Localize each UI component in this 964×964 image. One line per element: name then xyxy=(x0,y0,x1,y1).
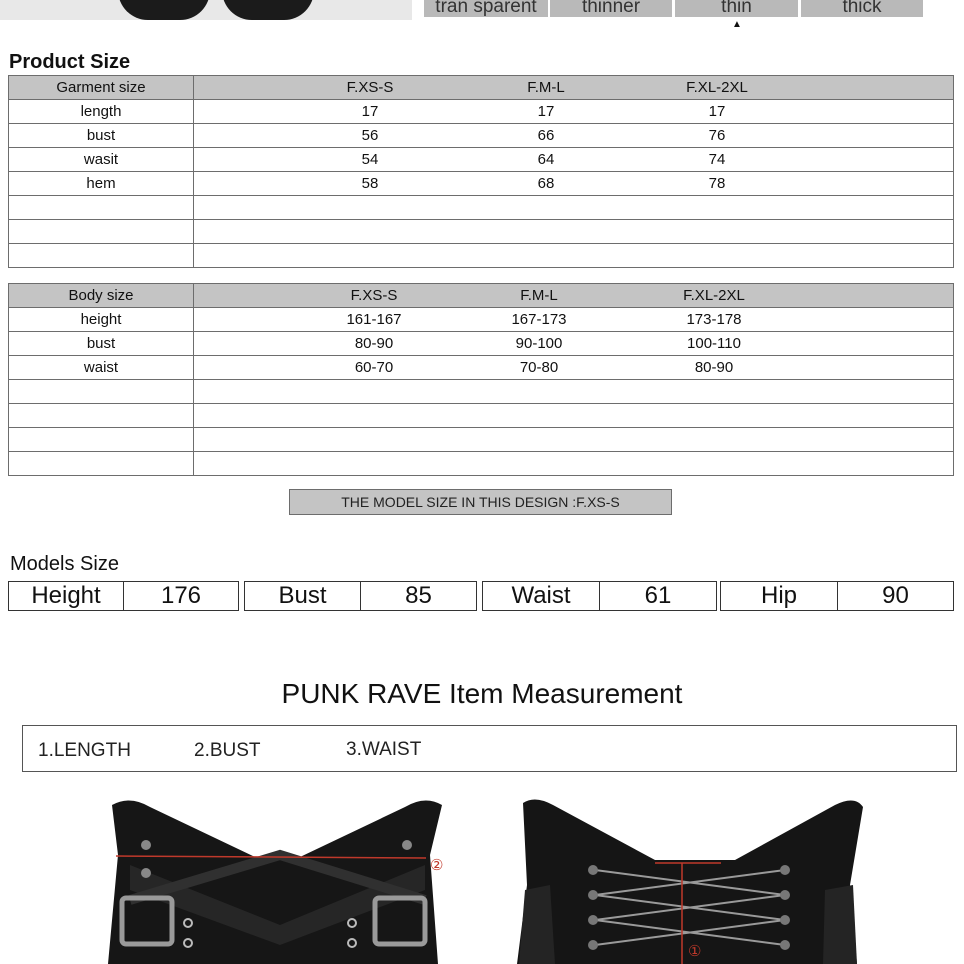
row-label: hem xyxy=(9,172,194,196)
empty-row xyxy=(9,428,954,452)
table-row xyxy=(9,332,954,356)
table-cell: 80-90 xyxy=(694,359,734,376)
table-cell: 68 xyxy=(537,175,555,192)
row-label: waist xyxy=(9,356,194,380)
table-cell: 54 xyxy=(361,151,379,168)
body-size-header: Body size xyxy=(9,284,194,308)
table-row xyxy=(9,308,954,332)
bust-measure-marker: ② xyxy=(430,857,444,874)
thickness-option-thin: thin xyxy=(675,0,798,17)
model-bust-label: Bust xyxy=(244,581,361,611)
table-cell: 17 xyxy=(708,103,726,120)
table-row xyxy=(9,356,954,380)
garment-size-header: Garment size xyxy=(9,76,194,100)
size-header: F.XS-S xyxy=(346,79,394,96)
thickness-option-thinner: thinner xyxy=(550,0,672,17)
table-header-row xyxy=(9,284,954,308)
body-size-table xyxy=(8,283,954,476)
garment-size-table xyxy=(8,75,954,268)
measurement-label-bust: 2.BUST xyxy=(194,740,261,761)
corset-front-image xyxy=(90,795,470,964)
model-waist-value: 61 xyxy=(599,581,717,611)
table-cell: 17 xyxy=(361,103,379,120)
table-cell: 60-70 xyxy=(354,359,394,376)
table-cell: 76 xyxy=(708,127,726,144)
model-height-label: Height xyxy=(8,581,124,611)
size-header: F.XL-2XL xyxy=(683,287,745,304)
table-cell: 167-173 xyxy=(511,311,567,328)
product-photo-crop xyxy=(0,0,412,20)
table-row xyxy=(9,172,954,196)
measurement-title: PUNK RAVE Item Measurement xyxy=(281,678,683,709)
size-header: F.XL-2XL xyxy=(686,79,748,96)
table-cell: 74 xyxy=(708,151,726,168)
table-cell: 80-90 xyxy=(354,335,394,352)
model-bust-value: 85 xyxy=(360,581,477,611)
model-hip-label: Hip xyxy=(720,581,838,611)
table-cell: 58 xyxy=(361,175,379,192)
corset-back-image xyxy=(505,795,875,964)
model-height-value: 176 xyxy=(123,581,239,611)
empty-row xyxy=(9,404,954,428)
table-cell: 66 xyxy=(537,127,555,144)
row-label: height xyxy=(9,308,194,332)
table-cell: 100-110 xyxy=(687,335,741,352)
model-waist-label: Waist xyxy=(482,581,600,611)
size-header: F.M-L xyxy=(520,287,558,304)
row-label: length xyxy=(9,100,194,124)
thickness-option-thick: thick xyxy=(801,0,923,17)
table-row xyxy=(9,148,954,172)
empty-row xyxy=(9,452,954,476)
model-hip-value: 90 xyxy=(837,581,954,611)
thickness-option-transparent: tran sparent xyxy=(424,0,548,17)
row-label: bust xyxy=(9,332,194,356)
length-measure-marker: ① xyxy=(688,943,702,960)
table-cell: 161-167 xyxy=(346,311,402,328)
measurement-labels-box xyxy=(22,725,957,772)
empty-row xyxy=(9,244,954,268)
table-cell: 56 xyxy=(361,127,379,144)
table-header-row xyxy=(9,76,954,100)
model-size-note: THE MODEL SIZE IN THIS DESIGN :F.XS-S xyxy=(289,489,672,515)
table-cell: 70-80 xyxy=(519,359,559,376)
empty-row xyxy=(9,380,954,404)
table-row xyxy=(9,100,954,124)
table-cell: 78 xyxy=(708,175,726,192)
row-label: bust xyxy=(9,124,194,148)
size-header: F.M-L xyxy=(527,79,565,96)
empty-row xyxy=(9,196,954,220)
size-header: F.XS-S xyxy=(350,287,398,304)
models-size-title: Models Size xyxy=(10,553,119,575)
empty-row xyxy=(9,220,954,244)
table-cell: 173-178 xyxy=(686,311,742,328)
measurement-label-waist: 3.WAIST xyxy=(346,739,422,760)
table-row xyxy=(9,124,954,148)
table-cell: 64 xyxy=(537,151,555,168)
measurement-label-length: 1.LENGTH xyxy=(38,740,131,761)
table-cell: 17 xyxy=(537,103,555,120)
product-size-title: Product Size xyxy=(9,51,131,73)
table-cell: 90-100 xyxy=(515,335,563,352)
thickness-selected-marker-icon: ▲ xyxy=(732,19,742,30)
row-label: wasit xyxy=(9,148,194,172)
